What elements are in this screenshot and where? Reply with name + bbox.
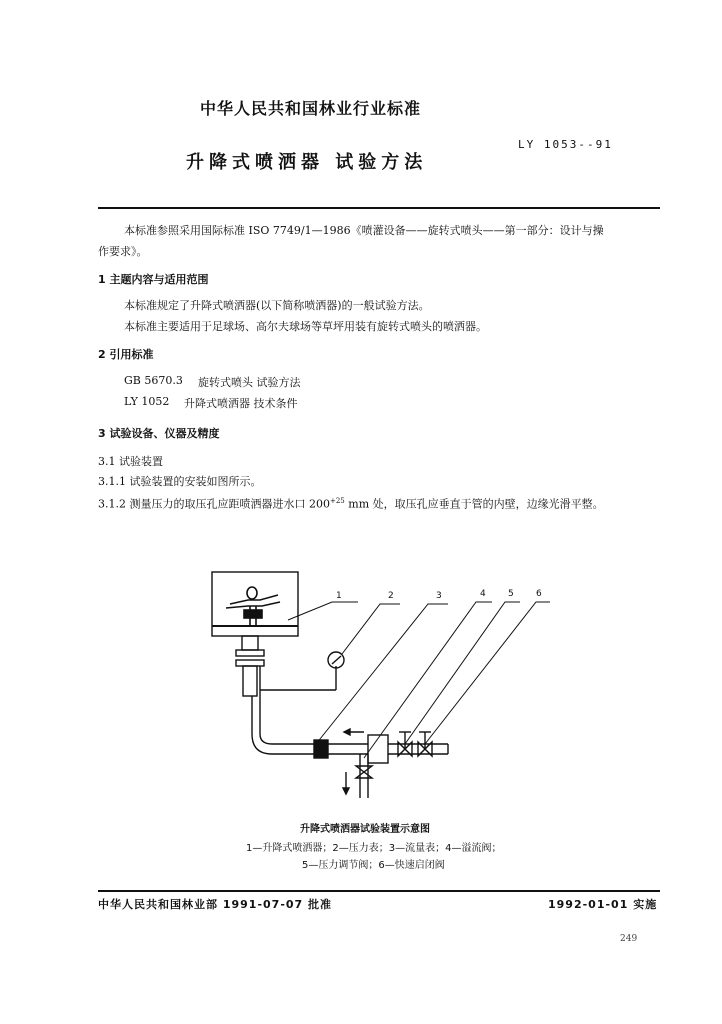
test-apparatus-diagram <box>200 562 570 808</box>
issuing-organization: 中华人民共和国林业行业标准 <box>200 99 422 118</box>
page-number: 249 <box>620 934 638 944</box>
reference-title: 升降式喷洒器 技术条件 <box>184 397 298 410</box>
figure-label: 3 <box>436 591 442 601</box>
reference-title: 旋转式喷头 试验方法 <box>198 376 301 389</box>
flow-arrow-head <box>344 729 350 735</box>
figure-legend-line-2: 5—压力调节阀；6—快速启闭阀 <box>302 860 445 871</box>
figure-label: 2 <box>388 591 394 601</box>
approval-date: 中华人民共和国林业部 1991-07-07 批准 <box>98 898 333 911</box>
pipe-elbow-inner <box>260 734 272 744</box>
implementation-date: 1992-01-01 实施 <box>548 898 658 911</box>
section-1-paragraph-2: 本标准主要适用于足球场、高尔夫球场等草坪用装有旋转式喷头的喷洒器。 <box>124 320 487 333</box>
clause-3-1-2-text-a: 3.1.2 测量压力的取压孔应距喷洒器进水口 200 <box>98 497 330 511</box>
section-3-heading: 3 试验设备、仪器及精度 <box>98 427 220 440</box>
figure-label: 4 <box>480 589 486 599</box>
standard-code: LY 1053--91 <box>518 138 613 151</box>
section-1-paragraph-1: 本标准规定了升降式喷洒器(以下简称喷洒器)的一般试验方法。 <box>124 299 430 312</box>
figure-label: 5 <box>508 589 514 599</box>
leader-lines <box>288 602 550 758</box>
riser-lower <box>243 666 257 696</box>
reference-code: LY 1052 <box>124 395 170 408</box>
intro-line-2: 作要求》。 <box>98 245 148 258</box>
riser-upper <box>242 636 258 650</box>
section-1-heading: 1 主题内容与适用范围 <box>98 273 209 286</box>
flange-lower <box>236 660 264 666</box>
pressure-tap-fitting <box>314 740 328 758</box>
gauge-needle <box>332 656 341 664</box>
flange-upper <box>236 650 264 656</box>
figure-label: 1 <box>336 591 342 601</box>
footer-rule <box>98 890 660 892</box>
overflow-arrow-head <box>343 788 349 794</box>
sprinkler-head-icon <box>226 587 280 626</box>
intro-line-1: 本标准参照采用国际标准 ISO 7749/1—1986《喷灌设备——旋转式喷头——第一部分：设计与操 <box>124 224 604 237</box>
tolerance-superscript: +25 <box>329 497 345 505</box>
figure-label: 6 <box>536 589 542 599</box>
clause-3-1-2-text-b: mm 处，取压孔应垂直于管的内壁，边缘光滑平整。 <box>344 497 604 511</box>
header-rule <box>98 207 660 209</box>
figure-legend-line-1: 1—升降式喷洒器；2—压力表；3—流量表；4—溢流阀； <box>246 843 502 854</box>
reference-code: GB 5670.3 <box>124 374 183 387</box>
clause-3-1: 3.1 试验装置 <box>98 455 163 468</box>
clause-3-1-2 <box>98 491 604 515</box>
clause-3-1-1: 3.1.1 试验装置的安装如图所示。 <box>98 475 262 488</box>
figure-caption: 升降式喷洒器试验装置示意图 <box>300 824 430 835</box>
document-title: 升降式喷洒器 试验方法 <box>186 152 428 173</box>
overflow-valve-icon <box>356 766 372 778</box>
section-2-heading: 2 引用标准 <box>98 348 154 361</box>
